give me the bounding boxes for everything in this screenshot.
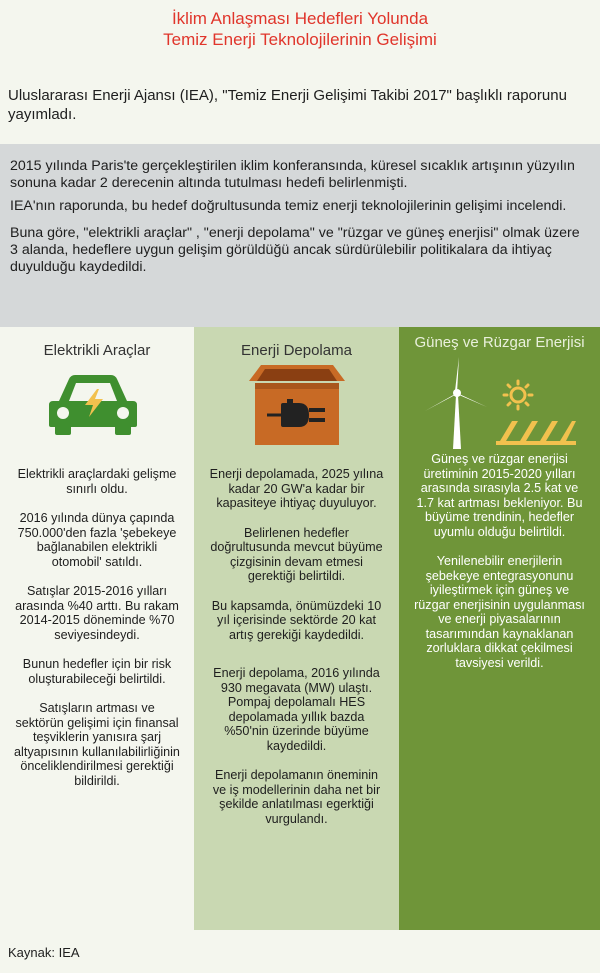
battery-box-icon — [247, 363, 347, 454]
column-title: Güneş ve Rüzgar Enerjisi — [414, 334, 585, 351]
column-energy-storage — [194, 327, 399, 930]
summary-paragraph-3: Buna göre, "elektrikli araçlar" , "enerji depolama" ve "rüzgar ve güneş enerjisi" olmak üzere 3 alanda, hedeflere uygun gelişim görüldüğü ancak sürdürülebilir politikalara da ihtiyaç duyulduğu kaydedildi. — [10, 225, 580, 275]
column-paragraph: Elektrikli araçlardaki gelişme sınırlı oldu. — [17, 467, 177, 496]
electric-car-icon — [45, 371, 141, 442]
summary-paragraph-1: 2015 yılında Paris'te gerçekleştirilen iklim konferansında, küresel sıcaklık artışının yüzyılın sonuna kadar 2 derecenin altında tutulması hedefi belirlenmişti. — [10, 158, 575, 191]
summary-box — [0, 144, 600, 327]
column-paragraph: Enerji depolama, 2016 yılında 930 megavata (MW) ulaştı. Pompaj depolamalı HES depolamada yıllık bazda %50'nin üzerinde büyüme kaydedildi. — [213, 666, 380, 753]
title-line-1: İklim Anlaşması Hedefleri Yolunda — [171, 9, 429, 28]
summary-paragraph-2: IEA'nın raporunda, bu hedef doğrultusunda temiz enerji teknolojilerinin gelişimi incelendi. — [10, 198, 567, 214]
column-title: Elektrikli Araçlar — [43, 342, 151, 359]
source-credit: Kaynak: IEA — [8, 945, 80, 960]
column-paragraph: 2016 yılında dünya çapında 750.000'den fazla 'şebekeye bağlanabilen elektrikli otomobil' satıldı. — [17, 511, 177, 569]
intro-text: Uluslararası Enerji Ajansı (IEA), "Temiz Enerji Gelişimi Takibi 2017" başlıklı raporunu yayımladı. — [8, 87, 567, 123]
column-text — [0, 467, 194, 803]
column-paragraph: Güneş ve rüzgar enerjisi üretiminin 2015-2020 yılları arasında sırasıyla 2.5 kat ve 1.7 kat artması bekleniyor. Bu büyüme trendinin, hedefler uyumlu olduğu belirtildi. — [416, 452, 583, 539]
column-paragraph: Bu kapsamda, önümüzdeki 10 yıl içerisinde sektörde 20 kat artış gerekiği kaydedildi. — [211, 598, 382, 642]
column-paragraph: Bunun hedefler için bir risk oluşturabileceği belirtildi. — [22, 657, 172, 686]
column-paragraph: Belirlenen hedefler doğrultusunda mevcut büyüme çizgisinin devam etmesi gerektiği belirtildi. — [210, 525, 383, 583]
column-paragraph: Enerji depolamanın öneminin ve iş modellerinin daha net bir şekilde anlatılması egerktiği vurgulandı. — [212, 768, 381, 826]
column-text — [399, 452, 600, 685]
column-paragraph: Enerji depolamada, 2025 yılına kadar 20 GW'a kadar bir kapasiteye ihtiyaç duyuluyor. — [209, 467, 384, 510]
title-line-2: Temiz Enerji Teknolojilerinin Gelişimi — [163, 30, 437, 49]
page-title — [0, 8, 600, 50]
column-paragraph: Satışlar 2015-2016 yılları arasında %40 arttı. Bu rakam 2014-2015 döneminde %70 seviyesindeydi. — [15, 584, 179, 642]
column-paragraph: Satışların artması ve sektörün gelişimi için finansal teşviklerin yanısıra şarj altyapısının kullanılabilirliğinin önceliklendirilmesi gerektiği bildirildi. — [14, 701, 180, 788]
column-solar-wind — [399, 327, 600, 930]
column-paragraph: Yenilenebilir enerjilerin şebekeye entegrasyonunu iyileştirmek için güneş ve rüzgar enerjisinin uygulanması ve enerji piyasalarının tasarımından kaynaklanan zorluklara dikkat çekilmesi tavsiyesi verildi. — [414, 554, 585, 670]
column-text — [194, 467, 399, 841]
wind-turbine-icon — [409, 355, 489, 456]
column-title: Enerji Depolama — [241, 342, 352, 359]
column-electric-vehicles — [0, 327, 194, 930]
sun-solar-panel-icon — [496, 379, 576, 452]
